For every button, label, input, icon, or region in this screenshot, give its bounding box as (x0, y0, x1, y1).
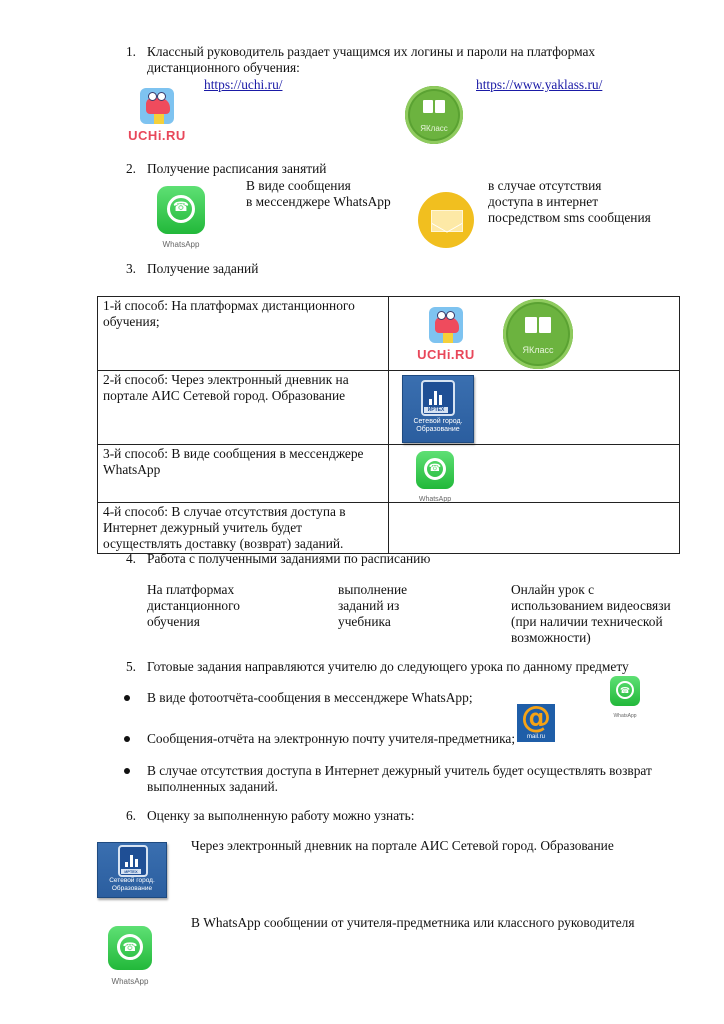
whatsapp-caption: WhatsApp (613, 713, 637, 719)
whatsapp-caption: WhatsApp (111, 977, 149, 986)
city-bars-icon (429, 391, 442, 405)
city-bars-icon (125, 855, 138, 867)
whatsapp-text-line2: в мессенджере WhatsApp (246, 194, 391, 209)
bullet-item: В случае отсутствия доступа в Интернет дежурный учитель будет осуществлять возврат (147, 763, 652, 778)
method-cell: 2-й способ: Через электронный дневник на портале АИС Сетевой город. Образование (98, 371, 389, 445)
method-cell: 4-й способ: В случае отсутствия доступа в Интернет дежурный учитель будет осуществлять доставку (возврат) заданий. (98, 503, 389, 554)
method-cell: 1-й способ: На платформах дистанционного обучения; (98, 297, 389, 371)
delivery-methods-table (97, 296, 680, 554)
list-number: 4. (125, 551, 136, 566)
work-option-textbook: выполнение заданий из учебника (338, 582, 408, 629)
uchi-logo-text: UCHi.RU (417, 347, 475, 362)
bullet-icon (124, 695, 130, 701)
work-option-platforms: На платформах дистанционного обучения (147, 582, 240, 629)
work-option-online-lesson: Онлайн урок с использованием видеосвязи (при наличии технической возможности) (511, 582, 671, 645)
irtex-setevoy-gorod-logo (97, 842, 167, 898)
yaklass-link[interactable]: https://www.yaklass.ru/ (476, 77, 603, 92)
book-icon (423, 100, 445, 113)
uchi-logo (126, 88, 188, 146)
mailru-logo-text: mail.ru (526, 734, 545, 740)
whatsapp-caption: WhatsApp (162, 240, 200, 249)
irtex-line2: Образование (416, 426, 460, 433)
list-number: 6. (125, 808, 136, 823)
yaklass-logo (405, 86, 463, 144)
irtex-line1: Сетевой город. (109, 877, 155, 884)
section-2-title: Получение расписания занятий (147, 161, 327, 176)
bullet-item: В виде фотоотчёта-сообщения в мессенджере WhatsApp; (147, 690, 473, 705)
irtex-line1: Сетевой город. (413, 418, 463, 425)
whatsapp-logo: ☎ WhatsApp (610, 676, 640, 716)
list-number: 3. (125, 261, 136, 276)
whatsapp-logo: ☎ WhatsApp (157, 186, 205, 248)
irtex-tag: ИРТЕХ (424, 407, 448, 413)
uchi-logo (415, 307, 477, 365)
list-number: 2. (125, 161, 136, 176)
book-icon (525, 317, 551, 333)
table-row (98, 445, 680, 503)
section-1-text-line1: Классный руководитель раздает учащимся их логины и пароли на платформах (147, 44, 596, 59)
uchi-dino-icon (429, 307, 463, 343)
sms-text-line3: посредством sms сообщения (488, 210, 651, 225)
sms-text-line1: в случае отсутствия (488, 178, 602, 193)
bullet-icon (124, 768, 130, 774)
logos-cell-empty (389, 503, 680, 554)
at-sign-icon: @ (521, 700, 551, 735)
grade-via-whatsapp: В WhatsApp сообщении от учителя-предметника или классного руководителя (191, 915, 635, 930)
logos-cell (389, 371, 680, 445)
bullet-icon (124, 736, 130, 742)
section-1-text-line2: дистанционного обучения: (147, 60, 300, 75)
sms-text-line2: доступа в интернет (488, 194, 599, 209)
bullet-item: Сообщения-отчёта на электронную почту учителя-предметника; (147, 731, 516, 746)
section-5-title: Готовые задания направляются учителю до следующего урока по данному предмету (147, 659, 629, 674)
envelope-icon (431, 210, 463, 232)
whatsapp-logo: ☎ WhatsApp (108, 926, 152, 984)
table-row (98, 503, 680, 554)
section-6-title: Оценку за выполненную работу можно узнать: (147, 808, 415, 823)
grade-via-diary: Через электронный дневник на портале АИС Сетевой город. Образование (191, 838, 614, 853)
yaklass-logo-text: ЯКласс (522, 345, 554, 355)
table-row (98, 371, 680, 445)
yaklass-logo (503, 299, 573, 369)
section-4-title: Работа с полученными заданиями по расписанию (147, 551, 431, 566)
logos-cell (389, 445, 680, 503)
list-number: 1. (125, 44, 136, 59)
section-3-title: Получение заданий (147, 261, 259, 276)
logos-cell (389, 297, 680, 371)
irtex-line2: Образование (111, 885, 153, 892)
method-cell: 3-й способ: В виде сообщения в мессенджере WhatsApp (98, 445, 389, 503)
bullet-item-continuation: выполненных заданий. (147, 779, 279, 794)
irtex-setevoy-gorod-logo (402, 375, 474, 443)
uchi-logo-text: UCHi.RU (128, 128, 186, 143)
whatsapp-text-line1: В виде сообщения (246, 178, 351, 193)
list-number: 5. (125, 659, 136, 674)
irtex-tag: ИРТЕХ (121, 869, 141, 874)
whatsapp-caption: WhatsApp (418, 496, 452, 503)
uchi-link[interactable]: https://uchi.ru/ (204, 77, 283, 92)
yaklass-logo-text: ЯКласс (420, 124, 448, 133)
sms-envelope-logo (418, 192, 474, 248)
mailru-logo (517, 700, 555, 742)
uchi-dino-icon (140, 88, 174, 124)
table-row (98, 297, 680, 371)
whatsapp-logo: ☎ WhatsApp (416, 451, 454, 501)
